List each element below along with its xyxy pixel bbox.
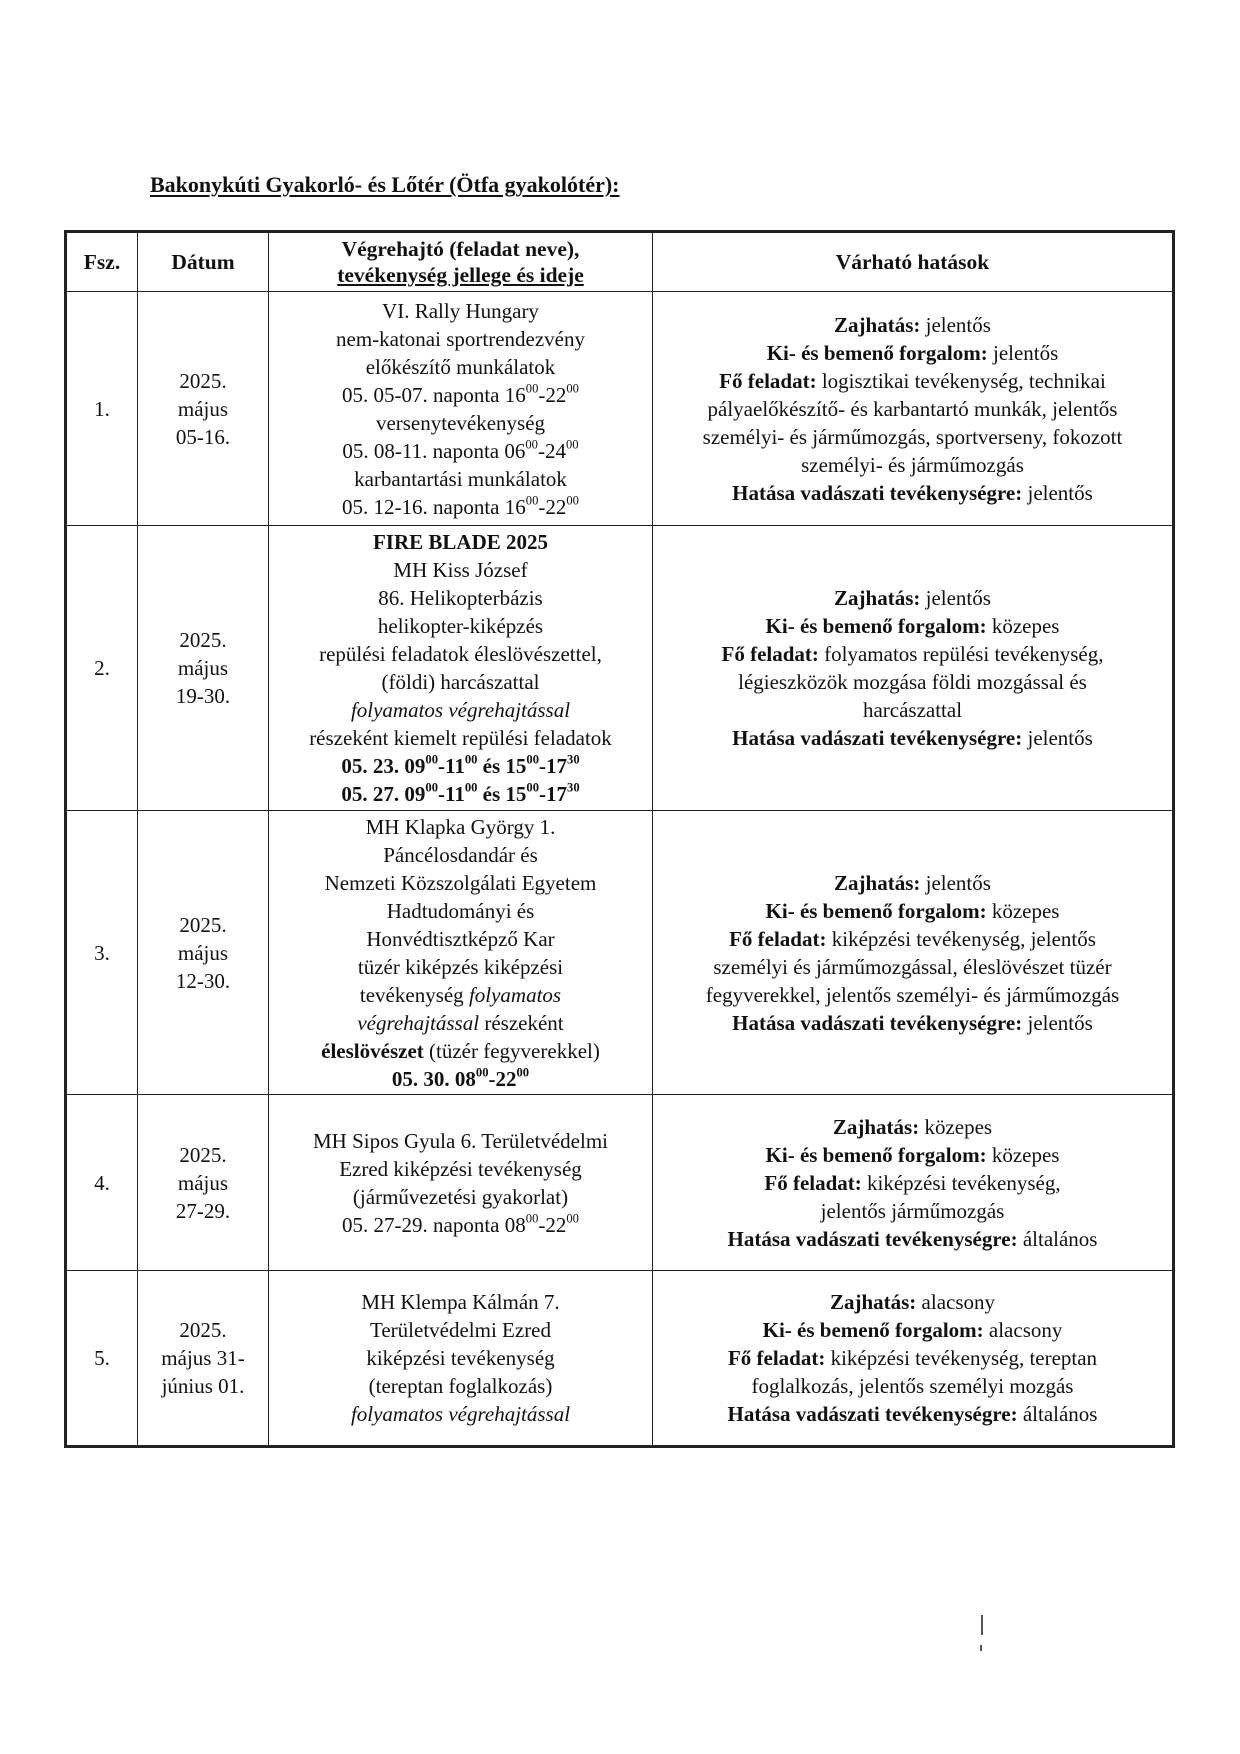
time-sup: 00 [525, 437, 538, 452]
effect-hunting [657, 479, 1168, 507]
row-executor [269, 1271, 653, 1447]
effect-main-task-cont: személyi- és járműmozgás [801, 452, 1024, 477]
effect-main-task [657, 640, 1168, 668]
effect-label: Fő feladat: [764, 1170, 862, 1195]
effect-value: általános [1017, 1402, 1098, 1426]
effect-value: alacsony [983, 1318, 1063, 1342]
exec-line [273, 981, 648, 1009]
exec-line: (földi) harcászattal [381, 670, 540, 694]
time-text: 05. 12-16. naponta 16 [342, 494, 526, 519]
schedule-table [64, 230, 1175, 1448]
exec-line: MH Klapka György 1. [365, 814, 556, 839]
exec-line: folyamatos végrehajtással [350, 698, 571, 722]
time-sup: 00 [565, 437, 579, 452]
exec-line: előkészítő munkálatok [365, 354, 556, 379]
time-text: -11 [437, 782, 465, 806]
row-date [138, 1095, 269, 1271]
effect-traffic [657, 339, 1168, 367]
effect-label: Ki- és bemenő forgalom: [765, 614, 987, 638]
header-vegrehajto-line-2: tevékenység jellege és ideje [337, 263, 584, 287]
row-effects [653, 811, 1174, 1095]
effect-value: jelentős [987, 340, 1059, 365]
header-vegrehajto-line-1: Végrehajtó (feladat neve), [341, 237, 580, 261]
exec-line: (járművezetési gyakorlat) [352, 1184, 569, 1209]
row-executor [269, 526, 653, 811]
effect-noise [657, 311, 1168, 339]
exec-time-line [273, 381, 648, 409]
row-number: 2. [66, 526, 138, 811]
effect-main-task-cont: légieszközök mozgása földi mozgással és [738, 670, 1087, 694]
effect-label: Hatása vadászati tevékenységre: [727, 1402, 1018, 1426]
time-sup: 00 [525, 381, 539, 396]
exec-line: nem-katonai sportrendezvény [336, 326, 585, 351]
exec-line: folyamatos végrehajtással [350, 1402, 571, 1426]
row-number: 1. [66, 292, 138, 526]
time-text: -17 [539, 754, 568, 778]
effect-label: Fő feladat: [727, 1346, 826, 1370]
effect-value: jelentős [1022, 726, 1093, 750]
exec-time-line [273, 437, 648, 465]
effect-label: Hatása vadászati tevékenységre: [732, 726, 1023, 750]
table-row [66, 1095, 1174, 1271]
exec-text-bold: éleslövészet [321, 1038, 424, 1063]
time-text: -22 [538, 494, 567, 519]
effect-hunting [657, 1400, 1168, 1428]
effect-label: Fő feladat: [729, 926, 827, 951]
exec-time-line [273, 752, 648, 780]
effect-noise [657, 1113, 1168, 1141]
exec-time-line [273, 1065, 648, 1093]
exec-line [273, 1009, 648, 1037]
time-sup: 30 [567, 780, 580, 795]
row-number: 3. [66, 811, 138, 1095]
row-executor [269, 811, 653, 1095]
effect-value: jelentős [920, 312, 991, 337]
effect-label: Zajhatás: [834, 870, 921, 895]
time-text: 05. 23. 09 [341, 754, 426, 778]
exec-time-line [273, 493, 648, 521]
exec-line: MH Sipos Gyula 6. Területvédelmi [312, 1128, 609, 1153]
time-text: -11 [437, 754, 465, 778]
effect-label: Hatása vadászati tevékenységre: [727, 1226, 1018, 1251]
time-sup: 00 [566, 1211, 579, 1226]
time-sup: 00 [475, 1065, 489, 1080]
effect-label: Ki- és bemenő forgalom: [766, 340, 988, 365]
row-executor [269, 1095, 653, 1271]
table-row [66, 292, 1174, 526]
time-sup: 00 [464, 752, 478, 767]
effect-main-task-cont: személyi- és járműmozgás, sportverseny, fokozott [702, 424, 1123, 449]
effect-main-task-cont: foglalkozás, jelentős személyi mozgás [751, 1374, 1074, 1398]
effect-label: Zajhatás: [829, 1290, 917, 1314]
exec-line: Területvédelmi Ezred [369, 1318, 552, 1342]
row-effects [653, 1095, 1174, 1271]
time-text: -24 [537, 438, 566, 463]
effect-value: közepes [986, 614, 1060, 638]
effect-noise [657, 584, 1168, 612]
time-text: -22 [538, 1212, 567, 1237]
exec-line: karbantartási munkálatok [354, 466, 567, 491]
time-text: 05. 30. 08 [391, 1066, 476, 1091]
time-sup: 00 [516, 1065, 530, 1080]
date-days: 12-30. [175, 968, 231, 993]
time-sup: 00 [526, 752, 540, 767]
row-date [138, 292, 269, 526]
exec-line: tüzér kiképzés kiképzési [357, 954, 564, 979]
exec-text-italic: végrehajtással [357, 1010, 480, 1035]
exec-line: Ezred kiképzési tevékenység [339, 1156, 582, 1181]
time-text: -22 [488, 1066, 517, 1091]
time-sup: 00 [464, 780, 478, 795]
effect-main-task-cont: fegyverekkel, jelentős személyi- és járműmozgás [705, 982, 1120, 1007]
header-vegrehajto [269, 232, 653, 292]
effect-traffic [657, 1316, 1168, 1344]
date-year: 2025. [179, 1318, 227, 1342]
effect-label: Zajhatás: [834, 586, 921, 610]
effect-traffic [657, 612, 1168, 640]
date-month: május [177, 396, 229, 421]
exec-line: Hadtudományi és [386, 898, 535, 923]
effect-main-task [657, 1344, 1168, 1372]
exec-line: FIRE BLADE 2025 [372, 530, 549, 554]
table-row [66, 811, 1174, 1095]
row-effects [653, 526, 1174, 811]
row-effects [653, 1271, 1174, 1447]
scan-mark [981, 1615, 983, 1635]
effect-hunting [657, 1009, 1168, 1037]
page-title: Bakonykúti Gyakorló- és Lőtér (Ötfa gyakolótér): [150, 172, 620, 197]
time-text: 05. 08-11. naponta 06 [342, 438, 526, 463]
date-year: 2025. [179, 1142, 227, 1167]
exec-line: 86. Helikopterbázis [378, 586, 543, 610]
date-year: 2025. [179, 368, 227, 393]
effect-noise [657, 869, 1168, 897]
time-sup: 30 [567, 752, 580, 767]
effect-noise [657, 1288, 1168, 1316]
exec-line: versenytevékenység [375, 410, 546, 435]
time-sup: 00 [425, 752, 438, 767]
effect-label: Ki- és bemenő forgalom: [765, 898, 987, 923]
exec-line: Nemzeti Közszolgálati Egyetem [324, 870, 597, 895]
effect-main-task-cont: személyi és járműmozgással, éleslövészet tüzér [713, 954, 1112, 979]
date-days: 27-29. [175, 1198, 231, 1223]
effect-hunting [657, 1225, 1168, 1253]
effect-value: általános [1017, 1226, 1098, 1251]
exec-text: tevékenység [359, 982, 469, 1007]
time-sup: 00 [566, 493, 579, 508]
date-days: 19-30. [175, 684, 231, 708]
time-text: 05. 05-07. naponta 16 [342, 382, 526, 407]
time-text: -17 [539, 782, 568, 806]
header-hatasok: Várható hatások [653, 232, 1174, 292]
exec-line: Honvédtisztképző Kar [366, 926, 555, 951]
header-fsz: Fsz. [66, 232, 138, 292]
exec-line: MH Kiss József [393, 558, 528, 582]
effect-value: logisztikai tevékenység, technikai [816, 368, 1106, 393]
row-number: 5. [66, 1271, 138, 1447]
exec-text-italic: folyamatos [468, 982, 562, 1007]
effect-label: Ki- és bemenő forgalom: [762, 1318, 984, 1342]
effect-main-task [657, 1169, 1168, 1197]
date-year: 2025. [179, 628, 227, 652]
exec-line: részeként kiemelt repülési feladatok [309, 726, 612, 750]
date-month: május [177, 656, 229, 680]
date-month: május [177, 940, 229, 965]
date-days: június 01. [161, 1374, 245, 1398]
effect-main-task-cont: harcászattal [862, 698, 963, 722]
effect-traffic [657, 897, 1168, 925]
exec-line: VI. Rally Hungary [382, 298, 539, 323]
effect-value: jelentős [1022, 1010, 1093, 1035]
time-sup: 00 [526, 780, 540, 795]
effect-main-task [657, 367, 1168, 395]
table-header-row [66, 232, 1174, 292]
exec-line: (tereptan foglalkozás) [368, 1374, 553, 1398]
effect-value: folyamatos repülési tevékenység, [818, 642, 1104, 666]
time-text: és 15 [477, 754, 527, 778]
effect-main-task-cont: jelentős járműmozgás [820, 1198, 1005, 1223]
row-date [138, 526, 269, 811]
effect-hunting [657, 724, 1168, 752]
effect-main-task-cont: pályaelőkészítő- és karbantartó munkák, jelentős [707, 396, 1118, 421]
time-text: 05. 27. 09 [341, 782, 426, 806]
effect-label: Fő feladat: [721, 642, 819, 666]
row-date [138, 1271, 269, 1447]
effect-value: jelentős [920, 870, 991, 895]
exec-text: (tüzér fegyverekkel) [423, 1038, 600, 1063]
effect-label: Hatása vadászati tevékenységre: [732, 1010, 1023, 1035]
date-month: május 31- [161, 1346, 245, 1370]
exec-line: helikopter-kiképzés [377, 614, 544, 638]
scan-mark [980, 1645, 982, 1651]
exec-time-line [273, 780, 648, 808]
time-sup: 00 [525, 1211, 539, 1226]
date-days: 05-16. [175, 424, 231, 449]
effect-label: Fő feladat: [719, 368, 817, 393]
time-text: és 15 [477, 782, 527, 806]
time-text: -22 [538, 382, 567, 407]
row-number: 4. [66, 1095, 138, 1271]
date-year: 2025. [179, 912, 227, 937]
effect-label: Zajhatás: [834, 312, 921, 337]
effect-value: jelentős [920, 586, 991, 610]
time-text: 05. 27-29. naponta 08 [342, 1212, 526, 1237]
exec-text: részeként [479, 1010, 564, 1035]
effect-value: kiképzési tevékenység, jelentős [826, 926, 1096, 951]
time-sup: 00 [525, 493, 539, 508]
effect-value: jelentős [1022, 480, 1093, 505]
effect-value: közepes [986, 898, 1060, 923]
effect-label: Hatása vadászati tevékenységre: [732, 480, 1023, 505]
row-date [138, 811, 269, 1095]
exec-line [273, 1037, 648, 1065]
row-effects [653, 292, 1174, 526]
effect-value: közepes [919, 1114, 993, 1139]
exec-line: Páncélosdandár és [383, 842, 538, 867]
date-month: május [177, 1170, 229, 1195]
exec-line: repülési feladatok éleslövészettel, [319, 642, 602, 666]
effect-value: közepes [986, 1142, 1060, 1167]
time-sup: 00 [566, 381, 579, 396]
exec-time-line [273, 1211, 648, 1239]
effect-traffic [657, 1141, 1168, 1169]
time-sup: 00 [425, 780, 438, 795]
header-datum: Dátum [138, 232, 269, 292]
effect-value: kiképzési tevékenység, [861, 1170, 1061, 1195]
table-row [66, 526, 1174, 811]
effect-value: kiképzési tevékenység, tereptan [825, 1346, 1098, 1370]
exec-line: MH Klempa Kálmán 7. [361, 1290, 560, 1314]
table-row [66, 1271, 1174, 1447]
row-executor [269, 292, 653, 526]
effect-label: Zajhatás: [832, 1114, 920, 1139]
effect-label: Ki- és bemenő forgalom: [765, 1142, 987, 1167]
effect-main-task [657, 925, 1168, 953]
effect-value: alacsony [916, 1290, 996, 1314]
exec-line: kiképzési tevékenység [366, 1346, 555, 1370]
